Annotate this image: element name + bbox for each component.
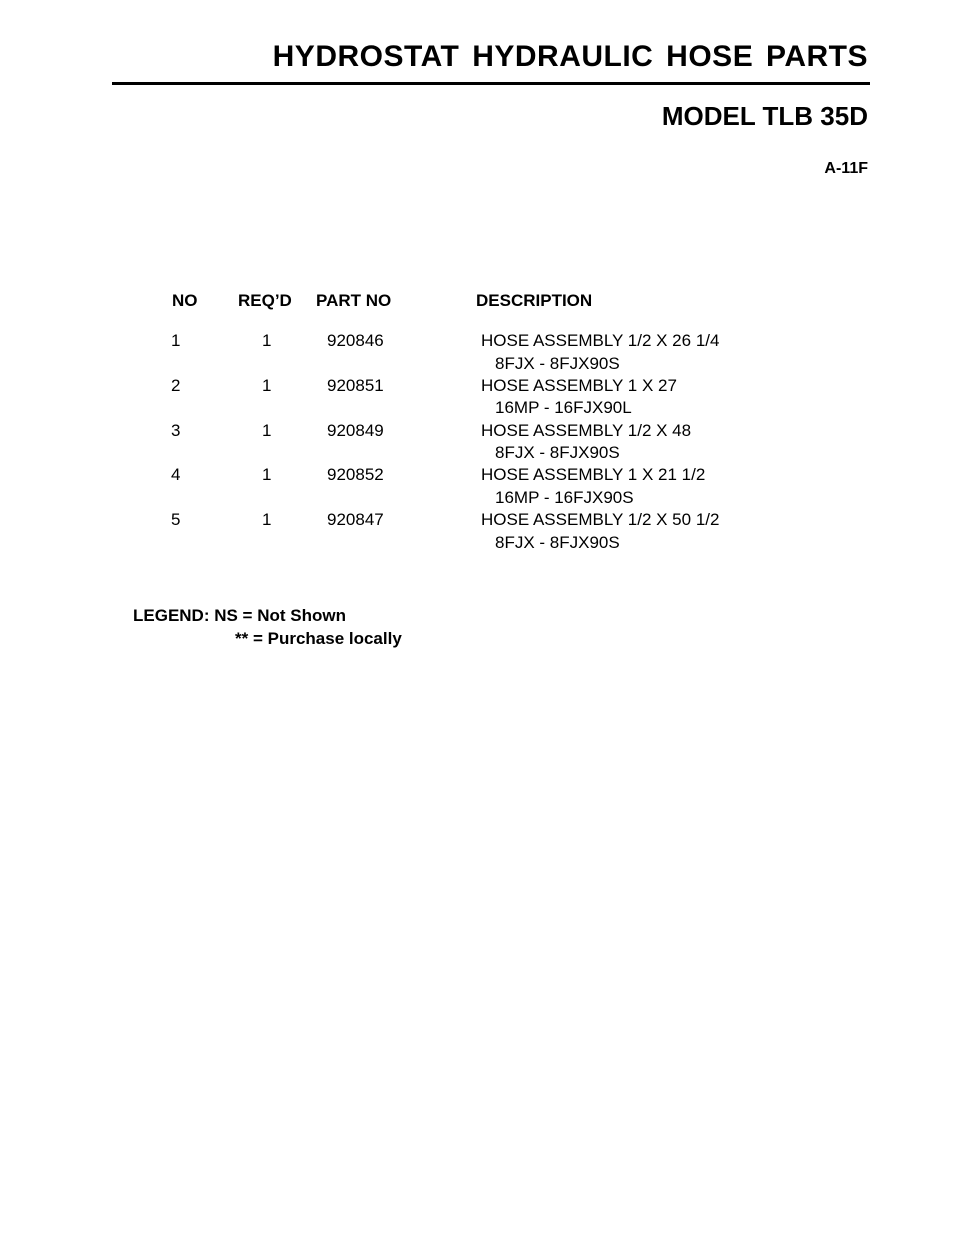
table-row [0,420,954,465]
legend-line-1: LEGEND: NS = Not Shown [133,606,346,625]
description-line-1: HOSE ASSEMBLY 1/2 X 50 1/2 [481,510,720,530]
item-number: 3 [171,420,181,440]
table-row [0,509,954,554]
quantity-required: 1 [262,331,272,350]
table-row [0,330,954,375]
description-line-2: 8FJX - 8FJX90S [495,532,620,552]
legend-line-2: ** = Purchase locally [235,629,402,648]
item-number: 4 [171,465,181,485]
quantity-required: 1 [262,510,272,530]
column-header-no: NO [172,291,198,310]
description-line-1: HOSE ASSEMBLY 1 X 27 [481,375,677,395]
description-line-1: HOSE ASSEMBLY 1/2 X 48 [481,420,692,440]
parts-table [0,330,954,554]
quantity-required: 1 [262,465,272,485]
item-number: 1 [171,331,181,350]
quantity-required: 1 [262,420,272,440]
part-number: 920846 [327,331,384,350]
column-header-description: DESCRIPTION [476,291,593,310]
column-header-part-no: PART NO [316,291,392,310]
column-header-reqd: REQ’D [238,291,292,310]
page-code: A-11F [824,160,868,177]
description-line-2: 16MP - 16FJX90L [495,398,632,418]
part-number: 920851 [327,375,384,395]
description-line-1: HOSE ASSEMBLY 1 X 21 1/2 [481,465,706,485]
title-rule [112,82,870,85]
part-number: 920852 [327,465,384,485]
part-number: 920847 [327,510,384,530]
item-number: 5 [171,510,181,530]
part-number: 920849 [327,420,384,440]
model-name: MODEL TLB 35D [661,101,868,131]
table-row [0,375,954,420]
description-line-1: HOSE ASSEMBLY 1/2 X 26 1/4 [481,331,720,350]
quantity-required: 1 [262,375,272,395]
table-row [0,464,954,509]
page-title: HYDROSTAT HYDRAULIC HOSE PARTS [272,40,868,73]
item-number: 2 [171,375,181,395]
description-line-2: 8FJX - 8FJX90S [495,353,620,373]
description-line-2: 16MP - 16FJX90S [495,487,634,507]
description-line-2: 8FJX - 8FJX90S [495,443,620,463]
